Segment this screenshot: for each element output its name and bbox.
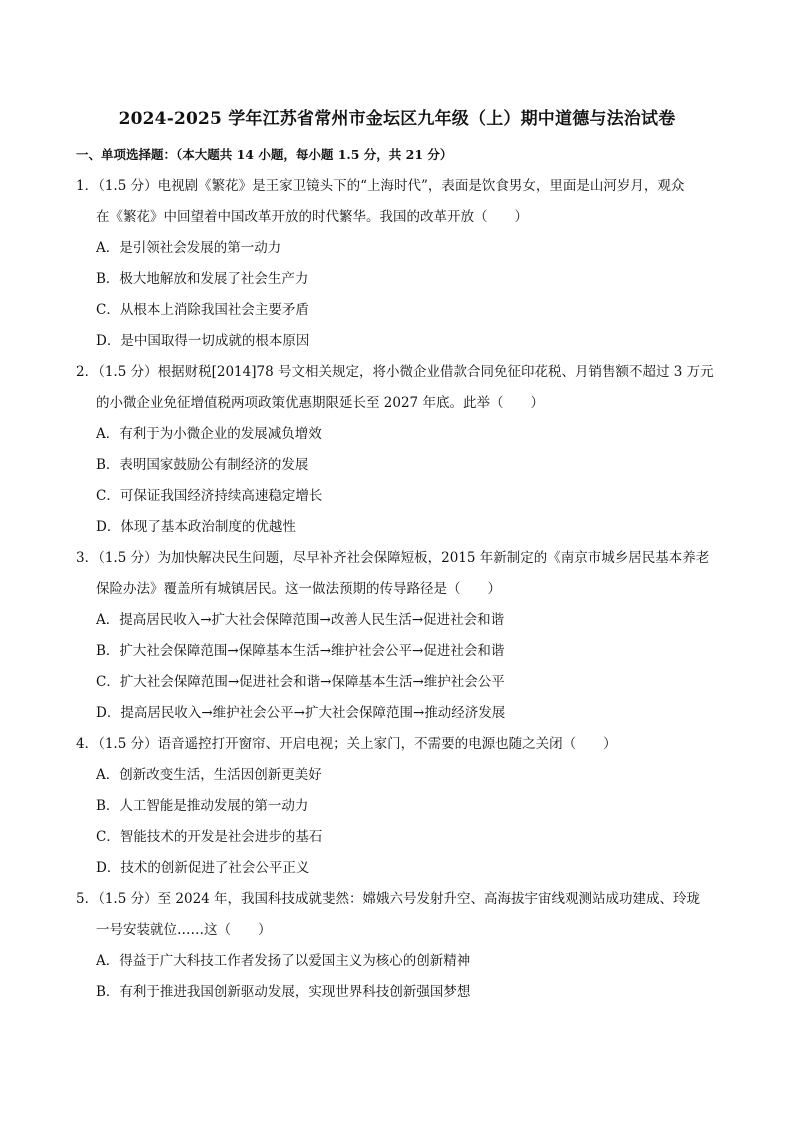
question-5-option-b: B．有利于推进我国创新驱动发展，实现世界科技创新强国梦想 [96,984,471,1000]
question-1-option-b: B．极大地解放和发展了社会生产力 [96,271,309,287]
question-2-line-2: 的小微企业免征增值税两项政策优惠期限延长至 2027 年底。此举（ ） [96,395,544,411]
question-3-option-c: C．扩大社会保障范围→促进社会和谐→保障基本生活→维护社会公平 [96,674,505,690]
question-4-option-d: D．技术的创新促进了社会公平正义 [96,860,310,876]
exam-title: 2024-2025 学年江苏省常州市金坛区九年级（上）期中道德与法治试卷 [118,109,676,129]
question-4-option-c: C．智能技术的开发是社会进步的基石 [96,829,323,845]
question-1-line-2: 在《繁花》中回望着中国改革开放的时代繁华。我国的改革开放（ ） [96,209,528,225]
question-5-line-1: 5．（1.5 分）至 2024 年，我国科技成就斐然：嫦娥六号发射升空、高海拔宇宙线观测站成功建成、玲珑 [76,891,701,907]
question-3-line-2: 保险办法》覆盖所有城镇居民。这一做法预期的传导路径是（ ） [96,581,501,597]
question-2-option-d: D．体现了基本政治制度的优越性 [96,519,296,535]
question-4-line-1: 4．（1.5 分）语音遥控打开窗帘、开启电视；关上家门，不需要的电源也随之关闭（ ） [76,736,617,752]
question-5-option-a: A．得益于广大科技工作者发扬了以爱国主义为核心的创新精神 [96,953,471,969]
question-3-option-d: D．提高居民收入→维护社会公平→扩大社会保障范围→推动经济发展 [96,705,506,721]
question-1-option-c: C．从根本上消除我国社会主要矛盾 [96,302,309,318]
question-2-option-b: B．表明国家鼓励公有制经济的发展 [96,457,309,473]
question-1-option-a: A．是引领社会发展的第一动力 [96,240,282,256]
question-4-option-b: B．人工智能是推动发展的第一动力 [96,798,309,814]
section-heading: 一、单项选择题：（本大题共 14 小题，每小题 1.5 分，共 21 分） [76,147,453,162]
question-3-option-b: B．扩大社会保障范围→保障基本生活→维护社会公平→促进社会和谐 [96,643,505,659]
question-1-line-1: 1．（1.5 分）电视剧《繁花》是王家卫镜头下的“上海时代”，表面是饮食男女，里面是山河岁月，观众 [76,178,685,194]
question-2-line-1: 2．（1.5 分）根据财税[2014]78 号文相关规定，将小微企业借款合同免征印花税、月销售额不超过 3 万元 [76,364,714,380]
question-3-line-1: 3．（1.5 分）为加快解决民生问题，尽早补齐社会保障短板，2015 年新制定的《南京市城乡居民基本养老 [76,550,710,566]
question-5-line-2: 一号安装就位……这（ ） [96,922,272,938]
question-2-option-a: A．有利于为小微企业的发展减负增效 [96,426,322,442]
question-2-option-c: C．可保证我国经济持续高速稳定增长 [96,488,323,504]
question-4-option-a: A．创新改变生活，生活因创新更美好 [96,767,322,783]
question-3-option-a: A．提高居民收入→扩大社会保障范围→改善人民生活→促进社会和谐 [96,612,505,628]
question-1-option-d: D．是中国取得一切成就的根本原因 [96,333,310,349]
